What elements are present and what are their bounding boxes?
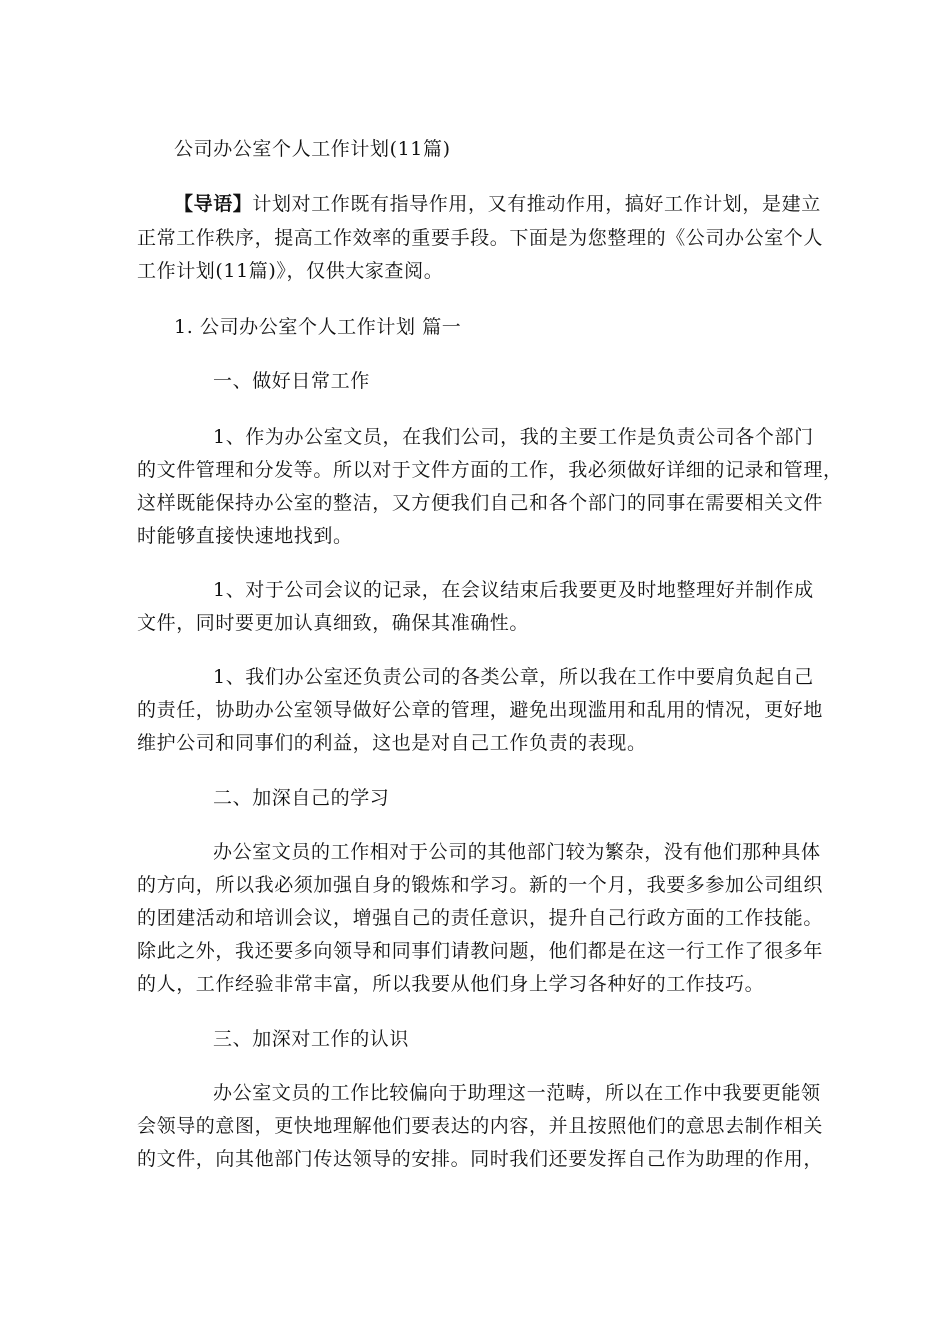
section-heading: 1. 公司办公室个人工作计划 篇一 — [174, 316, 462, 338]
part2-heading: 二、加深自己的学习 — [213, 787, 390, 809]
part2-para-line: 的人，工作经验非常丰富，所以我要从他们身上学习各种好的工作技巧。 — [137, 973, 765, 995]
part3-para-line: 办公室文员的工作比较偏向于助理这一范畴，所以在工作中我要更能领 — [213, 1082, 821, 1104]
part3-heading: 三、加深对工作的认识 — [213, 1028, 410, 1050]
part1-para1-line: 这样既能保持办公室的整洁，又方便我们自己和各个部门的同事在需要相关文件 — [137, 492, 824, 514]
part2-para-line: 除此之外，我还要多向领导和同事们请教问题，他们都是在这一行工作了很多年 — [137, 940, 824, 962]
part1-para3-line: 的责任，协助办公室领导做好公章的管理，避免出现滥用和乱用的情况，更好地 — [137, 699, 824, 721]
intro-line-3: 工作计划(11篇)》，仅供大家查阅。 — [137, 260, 444, 282]
part3-para-line: 的文件，向其他部门传达领导的安排。同时我们还要发挥自己作为助理的作用， — [137, 1148, 824, 1170]
intro-line-1 — [174, 189, 821, 219]
part1-para2-line: 1、对于公司会议的记录，在会议结束后我要更及时地整理好并制作成 — [213, 579, 814, 601]
part2-para-line: 的方向，所以我必须加强自身的锻炼和学习。新的一个月，我要多参加公司组织 — [137, 874, 824, 896]
part1-para1-line: 时能够直接快速地找到。 — [137, 525, 353, 547]
part1-para2-line: 文件，同时要更加认真细致，确保其准确性。 — [137, 612, 530, 634]
part1-para1-line: 1、作为办公室文员，在我们公司，我的主要工作是负责公司各个部门 — [213, 426, 814, 448]
part2-para-line: 的团建活动和培训会议，增强自己的责任意识，提升自己行政方面的工作技能。 — [137, 907, 824, 929]
intro-line-2: 正常工作秩序，提高工作效率的重要手段。下面是为您整理的《公司办公室个人 — [137, 227, 824, 249]
part1-para3-line: 1、我们办公室还负责公司的各类公章，所以我在工作中要肩负起自己 — [213, 666, 814, 688]
intro-label: 【导语】 — [174, 193, 253, 215]
part1-para1-line: 的文件管理和分发等。所以对于文件方面的工作，我必须做好详细的记录和管理， — [137, 459, 843, 481]
document-title: 公司办公室个人工作计划(11篇) — [174, 138, 451, 160]
part2-para-line: 办公室文员的工作相对于公司的其他部门较为繁杂，没有他们那种具体 — [213, 841, 821, 863]
part1-para3-line: 维护公司和同事们的利益，这也是对自己工作负责的表现。 — [137, 732, 647, 754]
part1-heading: 一、做好日常工作 — [213, 370, 370, 392]
part3-para-line: 会领导的意图，更快地理解他们要表达的内容，并且按照他们的意思去制作相关 — [137, 1115, 824, 1137]
intro-text-1: 计划对工作既有指导作用，又有推动作用，搞好工作计划，是建立 — [252, 193, 821, 215]
